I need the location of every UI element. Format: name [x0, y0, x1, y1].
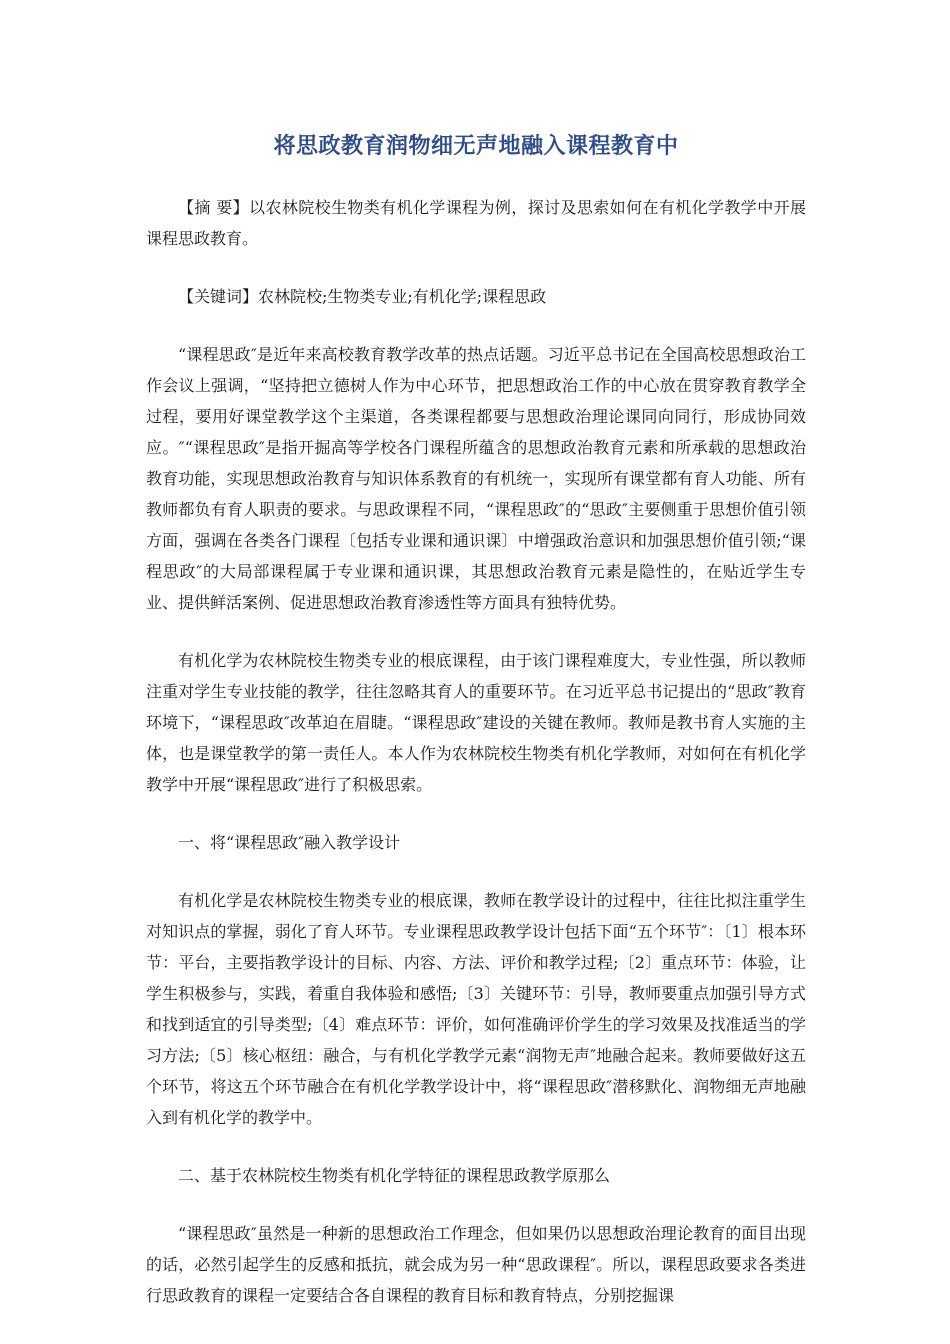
- abstract-paragraph: [146, 192, 806, 254]
- section-heading-2: 二、基于农林院校生物类有机化学特征的课程思政教学原那么: [178, 1166, 611, 1185]
- keywords-text: 农林院校;生物类专业;有机化学;课程思政: [258, 287, 547, 306]
- section-heading-1: 一、将“课程思政″融入教学设计: [178, 833, 401, 852]
- body-paragraph-1: “课程思政″是近年来高校教育教学改革的热点话题。习近平总书记在全国高校思想政治工作会议上强调，“坚持把立德树人作为中心环节，把思想政治工作的中心放在贯穿教育教学全过程，要用好课堂教学这个主渠道，各类课程都要与思想政治理论课同向同行，形成协同效应。″“课程思政″是指开掘高等学校各门课程所蕴含的思想政治教育元素和所承载的思想政治教育功能，实现思想政治教育与知识体系教育的有机统一，实现所有课堂都有育人功能、所有教师都负有育人职责的要求。与思政课程不同，“课程思政″的“思政″主要侧重于思想价值引领方面，强调在各类各门课程〔包括专业课和通识课〕中增强政治意识和加强思想价值引领;“课程思政″的大局部课程属于专业课和通识课，其思想政治教育元素是隐性的，在贴近学生专业、提供鲜活案例、促进思想政治教育渗透性等方面具有独特优势。: [146, 345, 806, 612]
- document-page: [146, 130, 806, 1338]
- body-paragraph-2: 有机化学为农林院校生物类专业的根底课程，由于该门课程难度大，专业性强，所以教师注重对学生专业技能的教学，往往忽略其育人的重要环节。在习近平总书记提出的“思政″教育环境下，“课程思政″改革迫在眉睫。“课程思政″建设的关键在教师。教师是教书育人实施的主体，也是课堂教学的第一责任人。本人作为农林院校生物类有机化学教师，对如何在有机化学教学中开展“课程思政″进行了积极思索。: [146, 651, 806, 794]
- abstract-text: 以农林院校生物类有机化学课程为例，探讨及思索如何在有机化学教学中开展课程思政教育。: [146, 198, 806, 248]
- keywords-label: 【关键词】: [178, 287, 259, 306]
- abstract-label: 【摘 要】: [178, 198, 250, 217]
- body-paragraph-4: “课程思政″虽然是一种新的思想政治工作理念，但如果仍以思想政治理论教育的面目出现的话，必然引起学生的反感和抵抗，就会成为另一种“思政课程″。所以，课程思政要求各类进行思政教育的课程一定要结合各自课程的教育目标和教育特点，分别挖掘课: [146, 1224, 806, 1305]
- body-paragraph-3: 有机化学是农林院校生物类专业的根底课，教师在教学设计的过程中，往往比拟注重学生对知识点的掌握，弱化了育人环节。专业课程思政教学设计包括下面“五个环节″：〔1〕根本环节：平台，主要指教学设计的目标、内容、方法、评价和教学过程;〔2〕重点环节：体验，让学生积极参与，实践，着重自我体验和感悟;〔3〕关键环节：引导，教师要重点加强引导方式和找到适宜的引导类型;〔4〕难点环节：评价，如何准确评价学生的学习效果及找准适当的学习方法;〔5〕核心枢纽：融合，与有机化学教学元素“润物无声″地融合起来。教师要做好这五个环节，将这五个环节融合在有机化学教学设计中，将“课程思政″潜移默化、润物细无声地融入到有机化学的教学中。: [146, 891, 806, 1127]
- document-title: 将思政教育润物细无声地融入课程教育中: [273, 134, 679, 159]
- keywords-paragraph: [146, 281, 806, 312]
